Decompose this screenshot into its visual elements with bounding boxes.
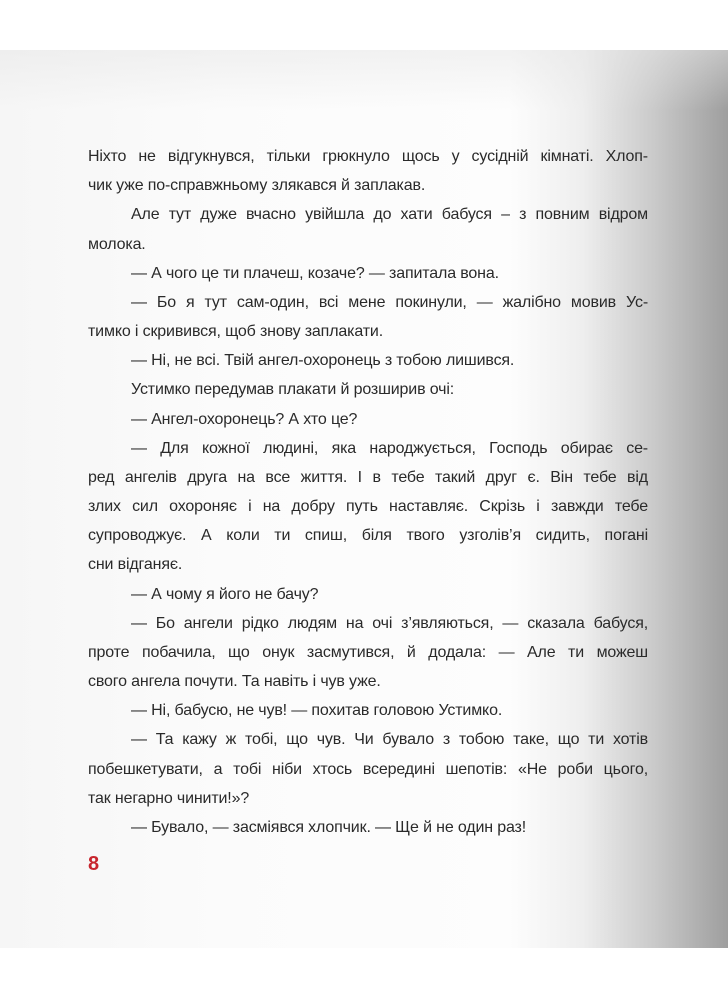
text-line: проте побачила, що онук засмутився, й додала: — Але ти можеш: [88, 643, 648, 661]
text-line: — Ні, бабусю, не чув! — похитав головою Устимко.: [131, 702, 503, 720]
text-line: — Та кажу ж тобі, що чув. Чи бувало з тобою таке, що ти хотів: [131, 731, 648, 749]
text-line: — А чому я його не бачу?: [131, 585, 319, 603]
text-line: — Бо ангели рідко людям на очі з’являються, — сказала бабуся,: [131, 614, 648, 632]
text-line: сни відганяє.: [88, 556, 183, 574]
text-line: — Бувало, — засміявся хлопчик. — Ще й не один раз!: [131, 819, 527, 836]
text-line: побешкетувати, а тобі ніби хтось всередині шепотів: «Не роби цього,: [88, 760, 648, 778]
text-line: — Ангел-охоронець? А хто це?: [131, 410, 358, 428]
text-line: чик уже по-справжньому злякався й заплакав.: [88, 177, 426, 195]
text-line: Але тут дуже вчасно увійшла до хати бабуся – з повним відром: [131, 206, 648, 224]
text-line: — Бо я тут сам-один, всі мене покинули, — жалібно мовив Ус-: [131, 293, 648, 311]
page-number: 8: [88, 853, 100, 875]
text-line: — Ні, не всі. Твій ангел-охоронець з тобою лишився.: [131, 352, 515, 370]
text-line: — А чого це ти плачеш, козаче? — запитала вона.: [131, 264, 499, 282]
text-line: ред ангелів друга на все життя. І в тебе такий друг є. Він тебе від: [88, 468, 648, 486]
text-line: тимко і скривився, щоб знову заплакати.: [88, 323, 383, 341]
text-line: Устимко передумав плакати й розширив очі:: [131, 381, 455, 399]
text-line: — Для кожної людині, яка народжується, Господь обирає се-: [131, 439, 648, 457]
text-line: свого ангела почути. Та навіть і чув уже.: [88, 673, 381, 691]
text-line: так негарно чинити!»?: [88, 789, 250, 807]
text-line: Ніхто не відгукнувся, тільки грюкнуло щось у сусідній кімнаті. Хлоп-: [88, 148, 648, 165]
text-line: молока.: [88, 235, 146, 253]
text-line: злих сил охороняє і на добру путь наставляє. Скрізь і завжди тебе: [88, 498, 648, 516]
page-shadow: [0, 50, 728, 110]
text-line: супроводжує. А коли ти спиш, біля твого узголів’я сидить, погані: [88, 527, 648, 545]
